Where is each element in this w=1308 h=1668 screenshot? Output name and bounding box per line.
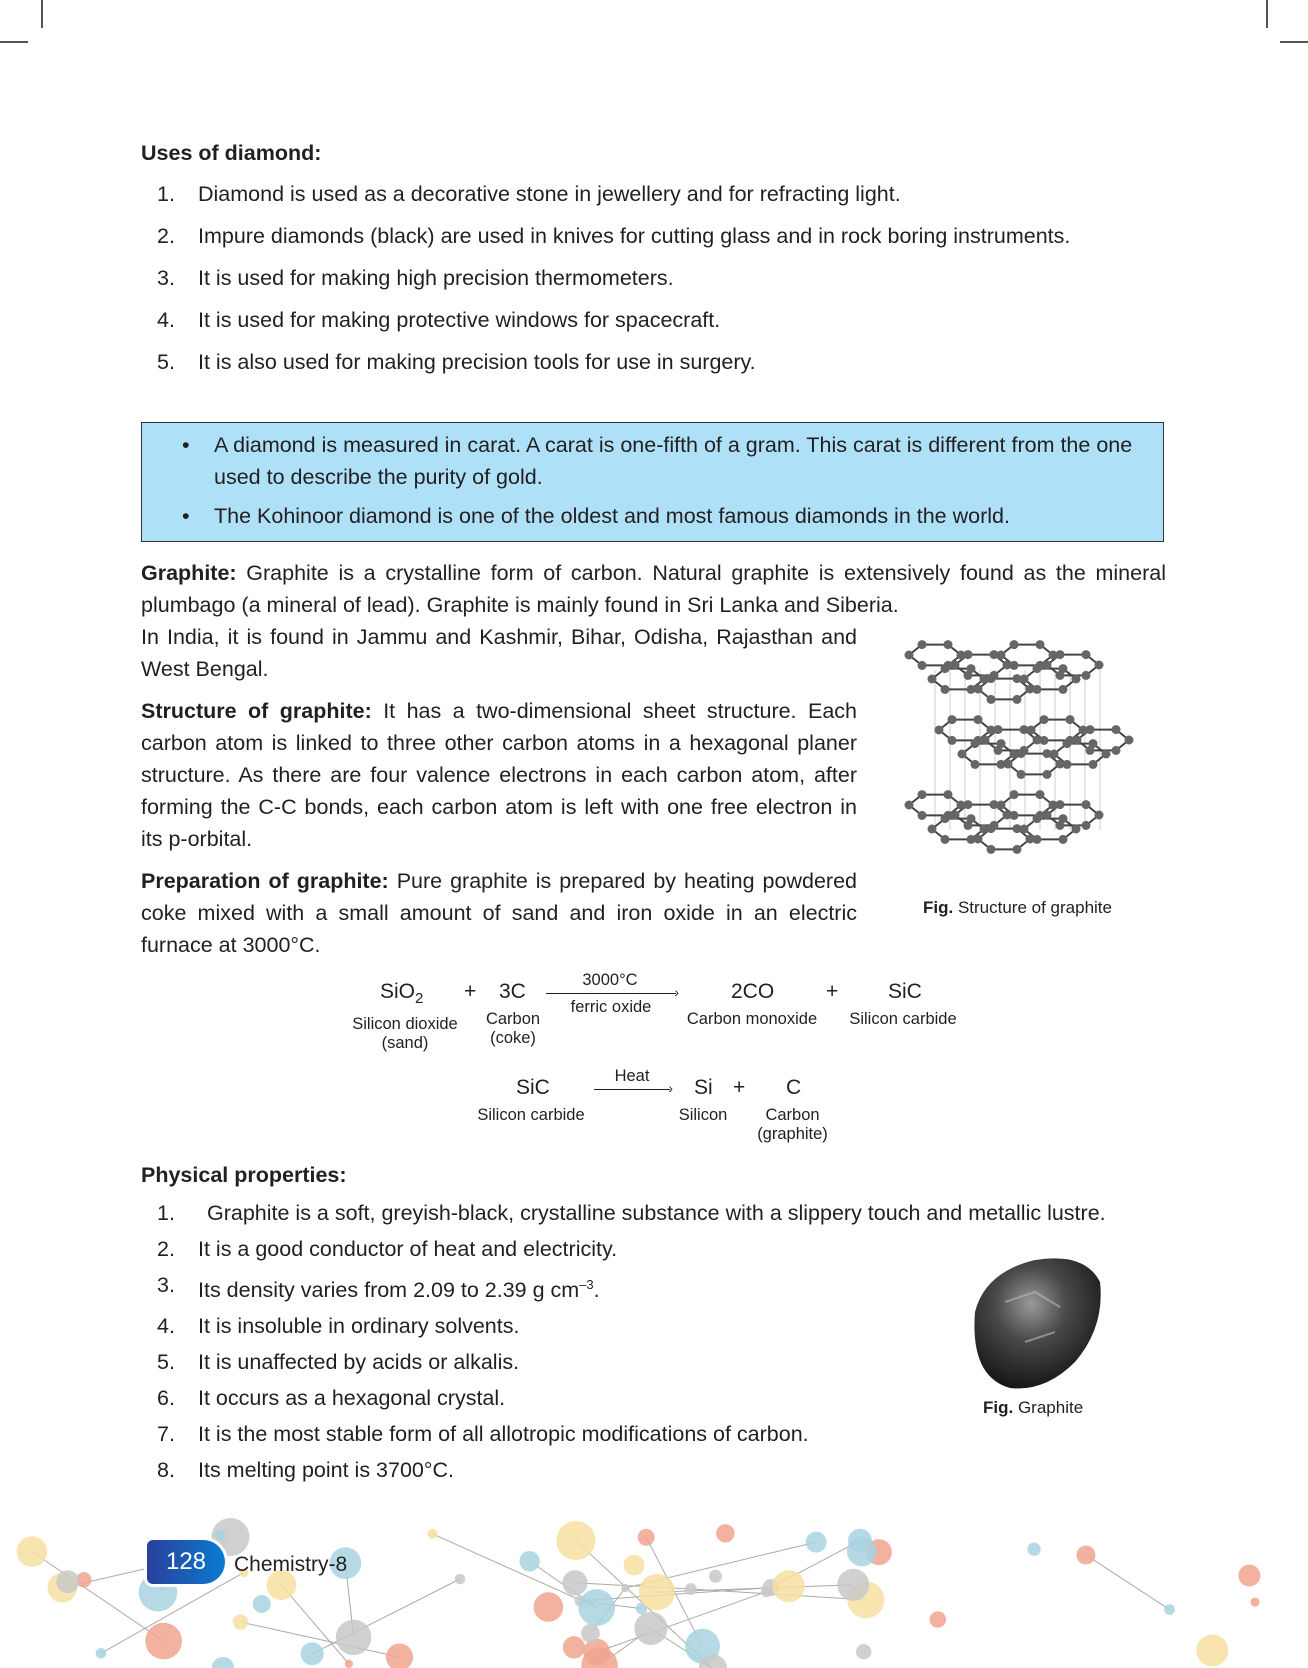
info-text: A diamond is measured in carat. A carat is one-fifth of a gram. This carat is different from the one used to describe the purity of gold. xyxy=(214,433,1133,489)
graphite-column xyxy=(141,621,857,971)
item-text: Its melting point is 3700°C. xyxy=(198,1458,454,1483)
carbon-atom xyxy=(1050,750,1059,759)
figure-caption xyxy=(923,898,1112,918)
carbon-atom xyxy=(918,790,927,799)
graphite-layer xyxy=(905,640,1104,704)
structure-text: It has a two-dimensional sheet structure. Each carbon atom is linked to three other carbon atoms in a hexagonal planer structure. As there are four valence electrons in each carbon atom, after forming the C-C bonds, each carbon atom is left with one free electron in its p-orbital. xyxy=(141,699,857,851)
carbon-atom xyxy=(948,715,957,724)
carbon-atom xyxy=(958,750,967,759)
list-item xyxy=(141,1197,1166,1229)
carbon-atom xyxy=(1089,760,1098,769)
molecule-atom xyxy=(253,1595,271,1613)
molecule-atom xyxy=(847,1537,877,1567)
molecule-atom xyxy=(685,1583,697,1595)
uses-section xyxy=(141,137,1166,388)
molecule-atom xyxy=(455,1574,466,1585)
carbon-atom xyxy=(918,661,927,670)
eq-label: Silicon xyxy=(678,1106,728,1124)
carbon-atom xyxy=(1112,725,1121,734)
carbon-atom xyxy=(918,640,927,649)
carbon-atom xyxy=(1059,835,1068,844)
preparation-text: Pure graphite is prepared by heating powdered coke mixed with a small amount of sand and iron oxide in an electric furnace at 3000°C. xyxy=(141,869,857,957)
carbon-atom xyxy=(1086,725,1095,734)
carbon-atom xyxy=(1073,736,1082,745)
item-number: 4. xyxy=(157,1314,175,1339)
carbon-atom xyxy=(1040,736,1049,745)
molecule-atom xyxy=(634,1612,667,1645)
structure-label: Structure of graphite: xyxy=(141,699,372,723)
uses-list xyxy=(141,178,1166,378)
item-number: 4. xyxy=(157,308,175,332)
page-number: 128 xyxy=(165,1548,207,1575)
carbon-atom xyxy=(1033,664,1042,673)
book-title: Chemistry-8 xyxy=(234,1553,348,1576)
label: Carbon xyxy=(765,1106,820,1124)
arrow-condition-above: Heat xyxy=(614,1067,650,1085)
eq-product-si: Si xyxy=(694,1076,713,1099)
item-number: 2. xyxy=(157,1237,175,1261)
molecule-atom xyxy=(837,1569,869,1601)
item-text: It is the most stable form of all allotropic modifications of carbon. xyxy=(198,1422,809,1447)
fig-prefix: Fig. xyxy=(983,1398,1014,1417)
figure-caption xyxy=(983,1398,1083,1418)
item-number: 1. xyxy=(157,182,175,206)
eq-product-carbon: C xyxy=(786,1076,802,1099)
molecule-atom xyxy=(761,1586,772,1597)
molecule-atom xyxy=(386,1643,413,1668)
carbon-atom xyxy=(1033,685,1042,694)
fig-caption-text: Structure of graphite xyxy=(957,898,1112,917)
carbon-atom xyxy=(1036,790,1045,799)
carbon-atom xyxy=(1112,746,1121,755)
eq-product-co: 2CO xyxy=(731,980,775,1003)
carbon-atom xyxy=(987,845,996,854)
reaction-arrow: › xyxy=(546,993,676,994)
page-number-badge xyxy=(147,1540,225,1584)
molecule-atom xyxy=(301,1642,324,1665)
carbon-atom xyxy=(964,800,973,809)
item-text: Graphite is a soft, greyish-black, crystalline substance with a slippery touch and metallic lustre. xyxy=(207,1201,1106,1225)
list-item xyxy=(141,178,1166,210)
molecule-atom xyxy=(56,1570,79,1593)
molecule-atom xyxy=(96,1648,107,1659)
item-text: Impure diamonds (black) are used in knives for cutting glass and in rock boring instruments. xyxy=(198,224,1071,248)
carbon-atom xyxy=(971,760,980,769)
item-text: It is used for making protective windows for spacecraft. xyxy=(198,308,721,332)
subscript: 2 xyxy=(415,990,424,1008)
carbon-atom xyxy=(964,650,973,659)
carbon-atom xyxy=(1063,739,1072,748)
molecule-atom xyxy=(806,1532,827,1553)
carbon-atom xyxy=(964,821,973,830)
item-text: Its density varies from 2.09 to 2.39 g cm xyxy=(198,1278,580,1303)
list-item xyxy=(141,346,1166,378)
carbon-atom xyxy=(1036,640,1045,649)
eq-reactant-carbon: 3C xyxy=(499,980,526,1003)
graphite-layer xyxy=(905,790,1104,854)
graphite-text: Graphite is a crystalline form of carbon. Natural graphite is extensively found as the mineral plumbago (a mineral of lead). Graphite is mainly found in Sri Lanka and Siberia. xyxy=(141,561,1166,617)
bullet-icon: • xyxy=(182,433,190,457)
carbon-atom xyxy=(994,725,1003,734)
formula: SiO xyxy=(380,980,416,1003)
molecule-atom xyxy=(1196,1634,1228,1666)
carbon-atom xyxy=(918,811,927,820)
item-number: 3. xyxy=(157,266,175,290)
carbon-atom xyxy=(1095,661,1104,670)
crop-mark xyxy=(1266,0,1268,28)
plus-sign: + xyxy=(826,980,839,1003)
carbon-atom xyxy=(997,801,1006,810)
carbon-atom xyxy=(944,640,953,649)
item-number: 8. xyxy=(157,1458,175,1483)
carbon-atom xyxy=(1040,715,1049,724)
plus-sign: + xyxy=(464,980,477,1003)
molecule-atom xyxy=(929,1611,946,1628)
item-number: 6. xyxy=(157,1386,175,1411)
carbon-atom xyxy=(1013,845,1022,854)
item-number: 1. xyxy=(157,1201,175,1225)
bullet-icon: • xyxy=(182,504,190,528)
carbon-atom xyxy=(1095,811,1104,820)
carbon-atom xyxy=(1033,814,1042,823)
graphite-layer xyxy=(935,715,1134,779)
label: (coke) xyxy=(490,1029,536,1047)
carbon-atom xyxy=(1013,695,1022,704)
carbon-atom xyxy=(1125,736,1134,745)
carbon-atom xyxy=(905,651,914,660)
plus-sign: + xyxy=(733,1076,746,1099)
eq-label xyxy=(340,1015,470,1053)
item-text: It is insoluble in ordinary solvents. xyxy=(198,1314,520,1339)
carbon-atom xyxy=(1027,726,1036,735)
eq-reactant-sic: SiC xyxy=(516,1076,550,1099)
item-text: It is also used for making precision tools for use in surgery. xyxy=(198,350,756,374)
carbon-atom xyxy=(1020,675,1029,684)
carbon-atom xyxy=(1056,671,1065,680)
molecule-atom xyxy=(17,1536,48,1567)
carbon-atom xyxy=(944,790,953,799)
carbon-atom xyxy=(941,664,950,673)
carbon-atom xyxy=(974,685,983,694)
bond-line xyxy=(597,1592,766,1652)
carbon-atom xyxy=(1082,671,1091,680)
molecule-atom xyxy=(621,1584,629,1592)
bond-line xyxy=(1086,1555,1170,1610)
molecule-atom xyxy=(581,1624,600,1643)
item-text: It occurs as a hexagonal crystal. xyxy=(198,1386,506,1411)
graphite-label: Graphite: xyxy=(141,561,237,585)
list-item xyxy=(141,220,1166,252)
carbon-atom xyxy=(1043,661,1052,670)
reaction-arrow: › xyxy=(594,1089,670,1090)
graphite-india-paragraph: In India, it is found in Jammu and Kashmir, Bihar, Odisha, Rajasthan and West Bengal. xyxy=(141,625,857,681)
label: (graphite) xyxy=(757,1125,828,1143)
crop-mark xyxy=(1280,41,1308,43)
physical-heading: Physical properties: xyxy=(141,1163,347,1187)
list-item xyxy=(141,262,1166,294)
info-item xyxy=(182,500,1151,532)
fig-caption-text: Graphite xyxy=(1017,1398,1084,1417)
molecule-atom xyxy=(233,1614,248,1629)
item-number: 7. xyxy=(157,1422,175,1447)
molecule-atom xyxy=(773,1570,805,1602)
molecule-atom xyxy=(212,1657,234,1668)
crop-mark xyxy=(41,0,43,28)
item-text: It is a good conductor of heat and electricity. xyxy=(198,1237,618,1261)
molecule-atom xyxy=(427,1529,437,1539)
molecule-atom xyxy=(639,1574,675,1610)
carbon-atom xyxy=(905,801,914,810)
eq-product-sic: SiC xyxy=(888,980,922,1003)
molecule-atom xyxy=(1250,1597,1259,1606)
carbon-atom xyxy=(987,674,996,683)
carbon-atom xyxy=(1066,715,1075,724)
eq-label xyxy=(745,1106,840,1144)
item-text: . xyxy=(593,1278,600,1303)
molecule-atom xyxy=(534,1592,563,1621)
crop-mark xyxy=(0,41,28,43)
molecule-decoration xyxy=(0,1510,1308,1668)
carbon-atom xyxy=(1102,750,1111,759)
carbon-atom xyxy=(1056,821,1065,830)
graphite-intro xyxy=(141,557,1166,621)
molecule-atom xyxy=(563,1636,585,1658)
molecule-atom xyxy=(1027,1542,1040,1555)
molecule-atom xyxy=(1238,1564,1260,1586)
uses-heading: Uses of diamond: xyxy=(141,141,322,165)
label: Carbon xyxy=(485,1010,541,1028)
list-item xyxy=(141,1454,1166,1486)
molecule-atom xyxy=(716,1524,734,1542)
carbon-atom xyxy=(1082,650,1091,659)
molecule-atom xyxy=(856,1644,871,1659)
carbon-atom xyxy=(1063,760,1072,769)
carbon-atom xyxy=(1010,661,1019,670)
carbon-atom xyxy=(1082,800,1091,809)
carbon-atom xyxy=(1017,770,1026,779)
list-item xyxy=(141,1418,1166,1450)
molecule-atom xyxy=(145,1623,182,1660)
carbon-atom xyxy=(1043,770,1052,779)
superscript: –3 xyxy=(579,1277,594,1292)
carbon-atom xyxy=(994,746,1003,755)
fig-prefix: Fig. xyxy=(923,898,954,917)
carbon-atom xyxy=(941,685,950,694)
carbon-atom xyxy=(987,695,996,704)
item-text: Diamond is used as a decorative stone in jewellery and for refracting light. xyxy=(198,182,901,206)
carbon-atom xyxy=(1010,640,1019,649)
molecule-atom xyxy=(638,1529,655,1546)
list-item xyxy=(141,304,1166,336)
carbon-atom xyxy=(1082,821,1091,830)
carbon-atom xyxy=(951,811,960,820)
eq-label xyxy=(478,1010,548,1048)
carbon-atom xyxy=(1004,760,1013,769)
carbon-atom xyxy=(997,651,1006,660)
item-number: 2. xyxy=(157,224,175,248)
info-item xyxy=(182,429,1151,493)
eq-label: Silicon carbide xyxy=(849,1010,957,1028)
carbon-atom xyxy=(948,736,957,745)
carbon-atom xyxy=(1033,835,1042,844)
molecule-atom xyxy=(624,1555,645,1576)
item-number: 5. xyxy=(157,350,175,374)
carbon-atom xyxy=(987,824,996,833)
molecule-atom xyxy=(578,1589,615,1626)
graphite-structure-figure xyxy=(895,630,1155,890)
carbon-atom xyxy=(1059,685,1068,694)
carbon-atom xyxy=(951,661,960,670)
carbon-atom xyxy=(1072,675,1081,684)
label: (sand) xyxy=(381,1034,429,1052)
carbon-atom xyxy=(935,726,944,735)
carbon-atom xyxy=(1043,811,1052,820)
carbon-atom xyxy=(941,835,950,844)
carbon-atom xyxy=(971,739,980,748)
item-number: 3. xyxy=(157,1273,175,1297)
preparation-paragraph xyxy=(141,865,857,961)
carbon-atom xyxy=(1056,800,1065,809)
carbon-atom xyxy=(964,671,973,680)
preparation-label: Preparation of graphite: xyxy=(141,869,389,893)
molecule-atom xyxy=(215,1530,226,1541)
eq-label: Carbon monoxide xyxy=(686,1010,818,1028)
carbon-atom xyxy=(1086,746,1095,755)
carbon-atom xyxy=(1010,790,1019,799)
carbon-atom xyxy=(928,825,937,834)
molecule-atom xyxy=(1164,1604,1175,1615)
molecule-atom xyxy=(709,1570,722,1583)
carbon-atom xyxy=(981,736,990,745)
info-text: The Kohinoor diamond is one of the oldest and most famous diamonds in the world. xyxy=(214,504,1010,528)
molecule-atom xyxy=(336,1620,371,1655)
item-text: It is used for making high precision thermometers. xyxy=(198,266,674,290)
molecule-atom xyxy=(562,1570,587,1595)
graphite-rock-image xyxy=(965,1252,1110,1397)
info-box xyxy=(141,422,1164,542)
carbon-atom xyxy=(928,675,937,684)
molecule-atom xyxy=(1076,1545,1095,1564)
eq-label: Silicon carbide xyxy=(477,1106,585,1124)
carbon-atom xyxy=(974,715,983,724)
carbon-atom xyxy=(1056,650,1065,659)
graphite-paragraph xyxy=(141,557,1166,621)
carbon-atom xyxy=(1010,811,1019,820)
item-text: It is unaffected by acids or alkalis. xyxy=(198,1350,520,1375)
molecule-atom xyxy=(556,1521,595,1560)
molecule-atom xyxy=(345,1660,353,1668)
structure-paragraph xyxy=(141,695,857,855)
carbon-atom xyxy=(1017,749,1026,758)
label: Silicon dioxide xyxy=(352,1015,458,1033)
carbon-atom xyxy=(941,814,950,823)
arrow-condition-above: 3000°C xyxy=(582,971,638,989)
carbon-atom xyxy=(1072,825,1081,834)
carbon-atom xyxy=(1020,825,1029,834)
eq-reactant-sio2 xyxy=(380,980,423,1007)
item-number: 5. xyxy=(157,1350,175,1375)
arrow-condition-below: ferric oxide xyxy=(570,998,652,1016)
carbon-atom xyxy=(974,835,983,844)
molecule-atom xyxy=(519,1551,539,1571)
